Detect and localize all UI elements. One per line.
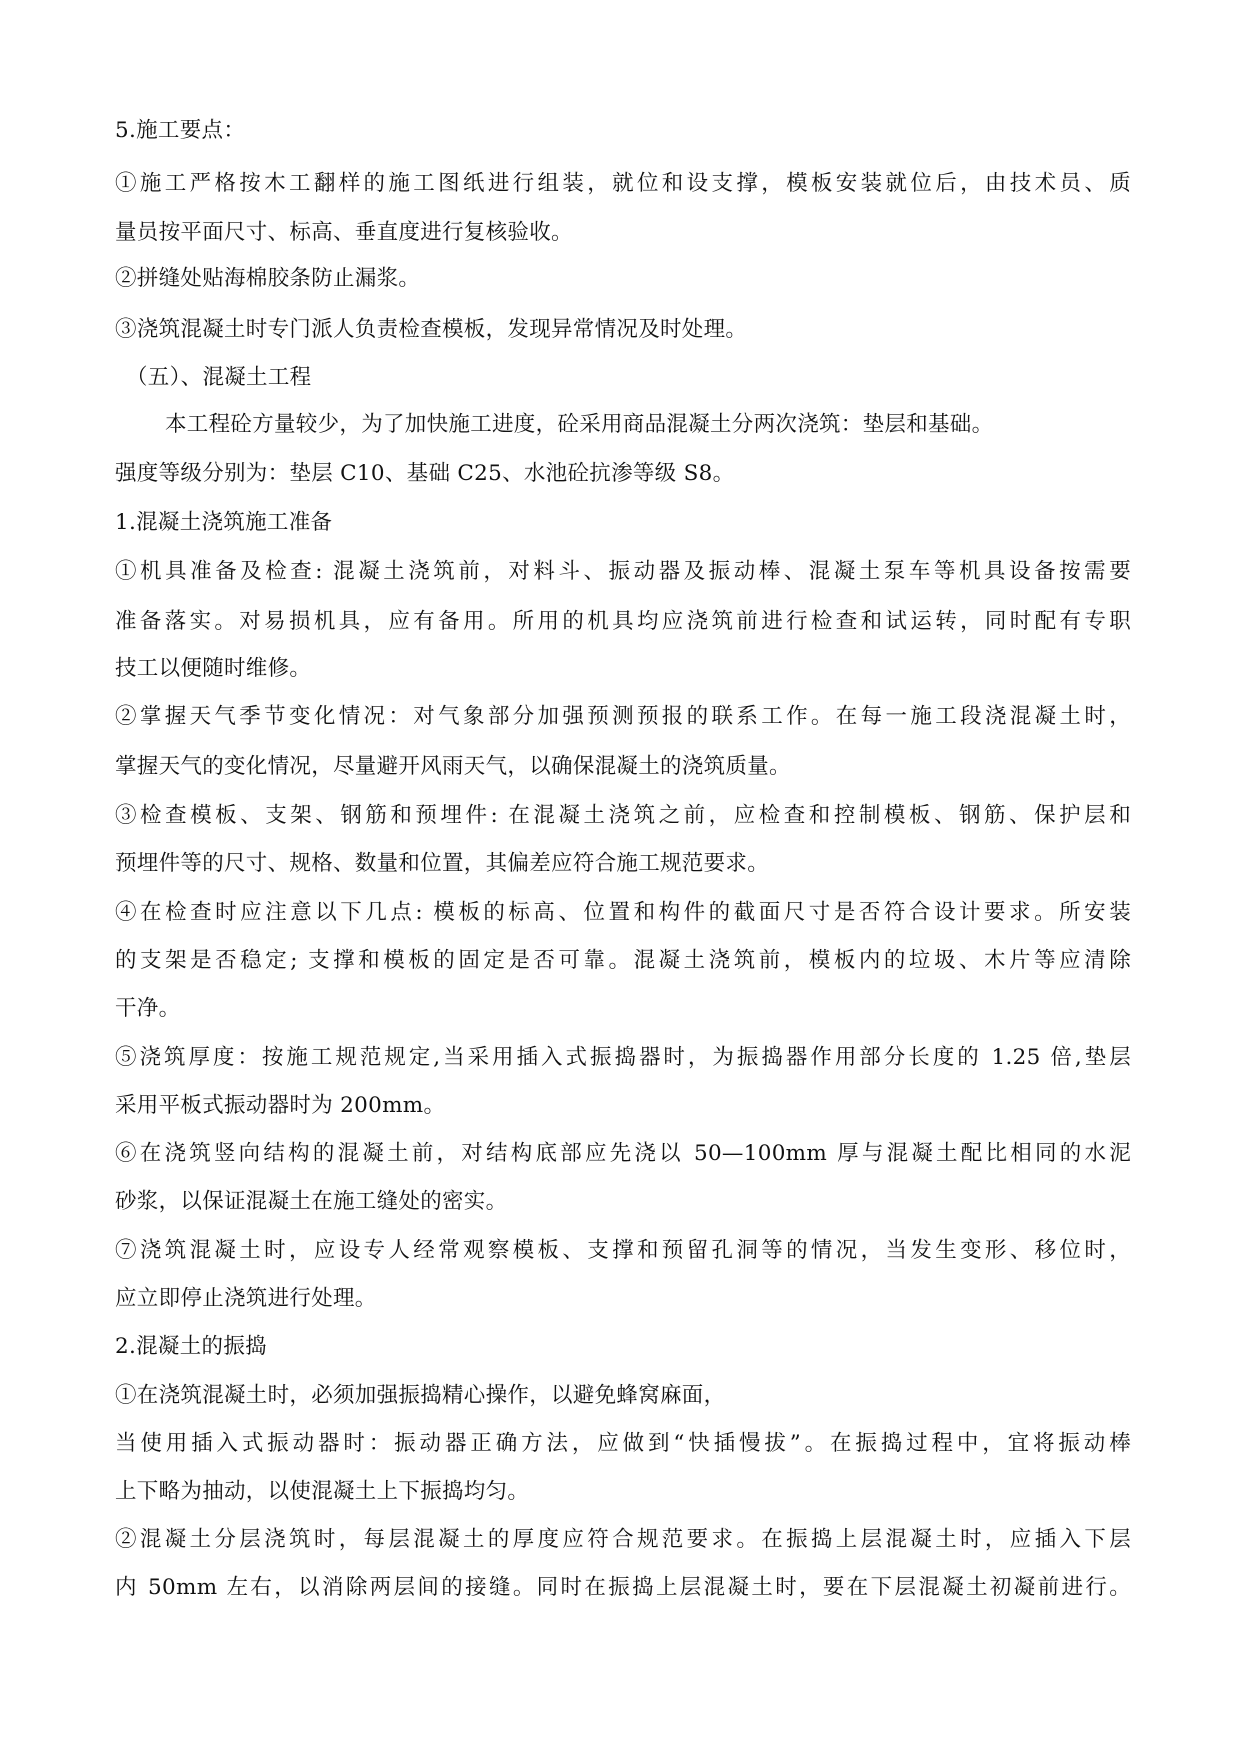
paragraph-line: ②拼缝处贴海棉胶条防止漏浆。 [115, 266, 421, 291]
paragraph-line: ①在浇筑混凝土时，必须加强振捣精心操作，以避免蜂窝麻面， [115, 1383, 726, 1408]
paragraph-line: 应立即停止浇筑进行处理。 [115, 1286, 377, 1311]
paragraph-line: 干净。 [115, 996, 181, 1021]
paragraph-line: ⑤浇筑厚度：按施工规范规定,当采用插入式振捣器时，为振捣器作用部分长度的 1.25 倍,垫层 [115, 1045, 1131, 1070]
section-heading-concrete-works: （五）、混凝土工程 [126, 365, 312, 390]
paragraph-line: ①机具准备及检查: 混凝土浇筑前，对料斗、振动器及振动棒、混凝土泵车等机具设备按需要 [115, 559, 1131, 584]
paragraph-line: 量员按平面尺寸、标高、垂直度进行复核验收。 [115, 220, 573, 245]
paragraph-line: ③检查模板、支架、钢筋和预埋件: 在混凝土浇筑之前，应检查和控制模板、钢筋、保护层和 [115, 803, 1131, 828]
paragraph-line: 内 50mm 左右，以消除两层间的接缝。同时在振捣上层混凝土时，要在下层混凝土初凝前进行。 [115, 1575, 1131, 1600]
paragraph-line: ⑦浇筑混凝土时，应设专人经常观察模板、支撑和预留孔洞等的情况，当发生变形、移位时， [115, 1238, 1131, 1263]
subsection-heading-preparation: 1.混凝土浇筑施工准备 [115, 510, 333, 535]
paragraph-line: 强度等级分别为：垫层 C10、基础 C25、水池砼抗渗等级 S8。 [115, 461, 735, 486]
paragraph-line: 掌握天气的变化情况，尽量避开风雨天气，以确保混凝土的浇筑质量。 [115, 754, 791, 779]
section-heading-construction-points: 5.施工要点： [115, 118, 246, 143]
paragraph-line: ③浇筑混凝土时专门派人负责检查模板，发现异常情况及时处理。 [115, 317, 748, 342]
paragraph-line: 预埋件等的尺寸、规格、数量和位置，其偏差应符合施工规范要求。 [115, 851, 770, 876]
paragraph-line: 采用平板式振动器时为 200mm。 [115, 1093, 446, 1118]
paragraph-line: 砂浆，以保证混凝土在施工缝处的密实。 [115, 1189, 508, 1214]
paragraph-line: 本工程砼方量较少，为了加快施工进度，砼采用商品混凝土分两次浇筑：垫层和基础。 [165, 412, 994, 437]
paragraph-line: 上下略为抽动，以使混凝土上下振捣均匀。 [115, 1479, 530, 1504]
paragraph-line: ①施工严格按木工翻样的施工图纸进行组装，就位和设支撑，模板安装就位后，由技术员、质 [115, 171, 1131, 196]
subsection-heading-vibration: 2.混凝土的振捣 [115, 1334, 267, 1359]
paragraph-line: 的支架是否稳定; 支撑和模板的固定是否可靠。混凝土浇筑前，模板内的垃圾、木片等应清除 [115, 948, 1131, 973]
paragraph-line: ④在检查时应注意以下几点: 模板的标高、位置和构件的截面尺寸是否符合设计要求。所安装 [115, 900, 1131, 925]
paragraph-line: 当使用插入式振动器时：振动器正确方法，应做到“快插慢拔”。在振捣过程中，宜将振动棒 [115, 1431, 1131, 1456]
paragraph-line: ②掌握天气季节变化情况：对气象部分加强预测预报的联系工作。在每一施工段浇混凝土时， [115, 704, 1131, 729]
paragraph-line: ⑥在浇筑竖向结构的混凝土前，对结构底部应先浇以 50—100mm 厚与混凝土配比相同的水泥 [115, 1141, 1131, 1166]
paragraph-line: 技工以便随时维修。 [115, 656, 312, 681]
paragraph-line: ②混凝土分层浇筑时，每层混凝土的厚度应符合规范要求。在振捣上层混凝土时，应插入下层 [115, 1527, 1131, 1552]
paragraph-line: 准备落实。对易损机具，应有备用。所用的机具均应浇筑前进行检查和试运转，同时配有专职 [115, 609, 1131, 634]
